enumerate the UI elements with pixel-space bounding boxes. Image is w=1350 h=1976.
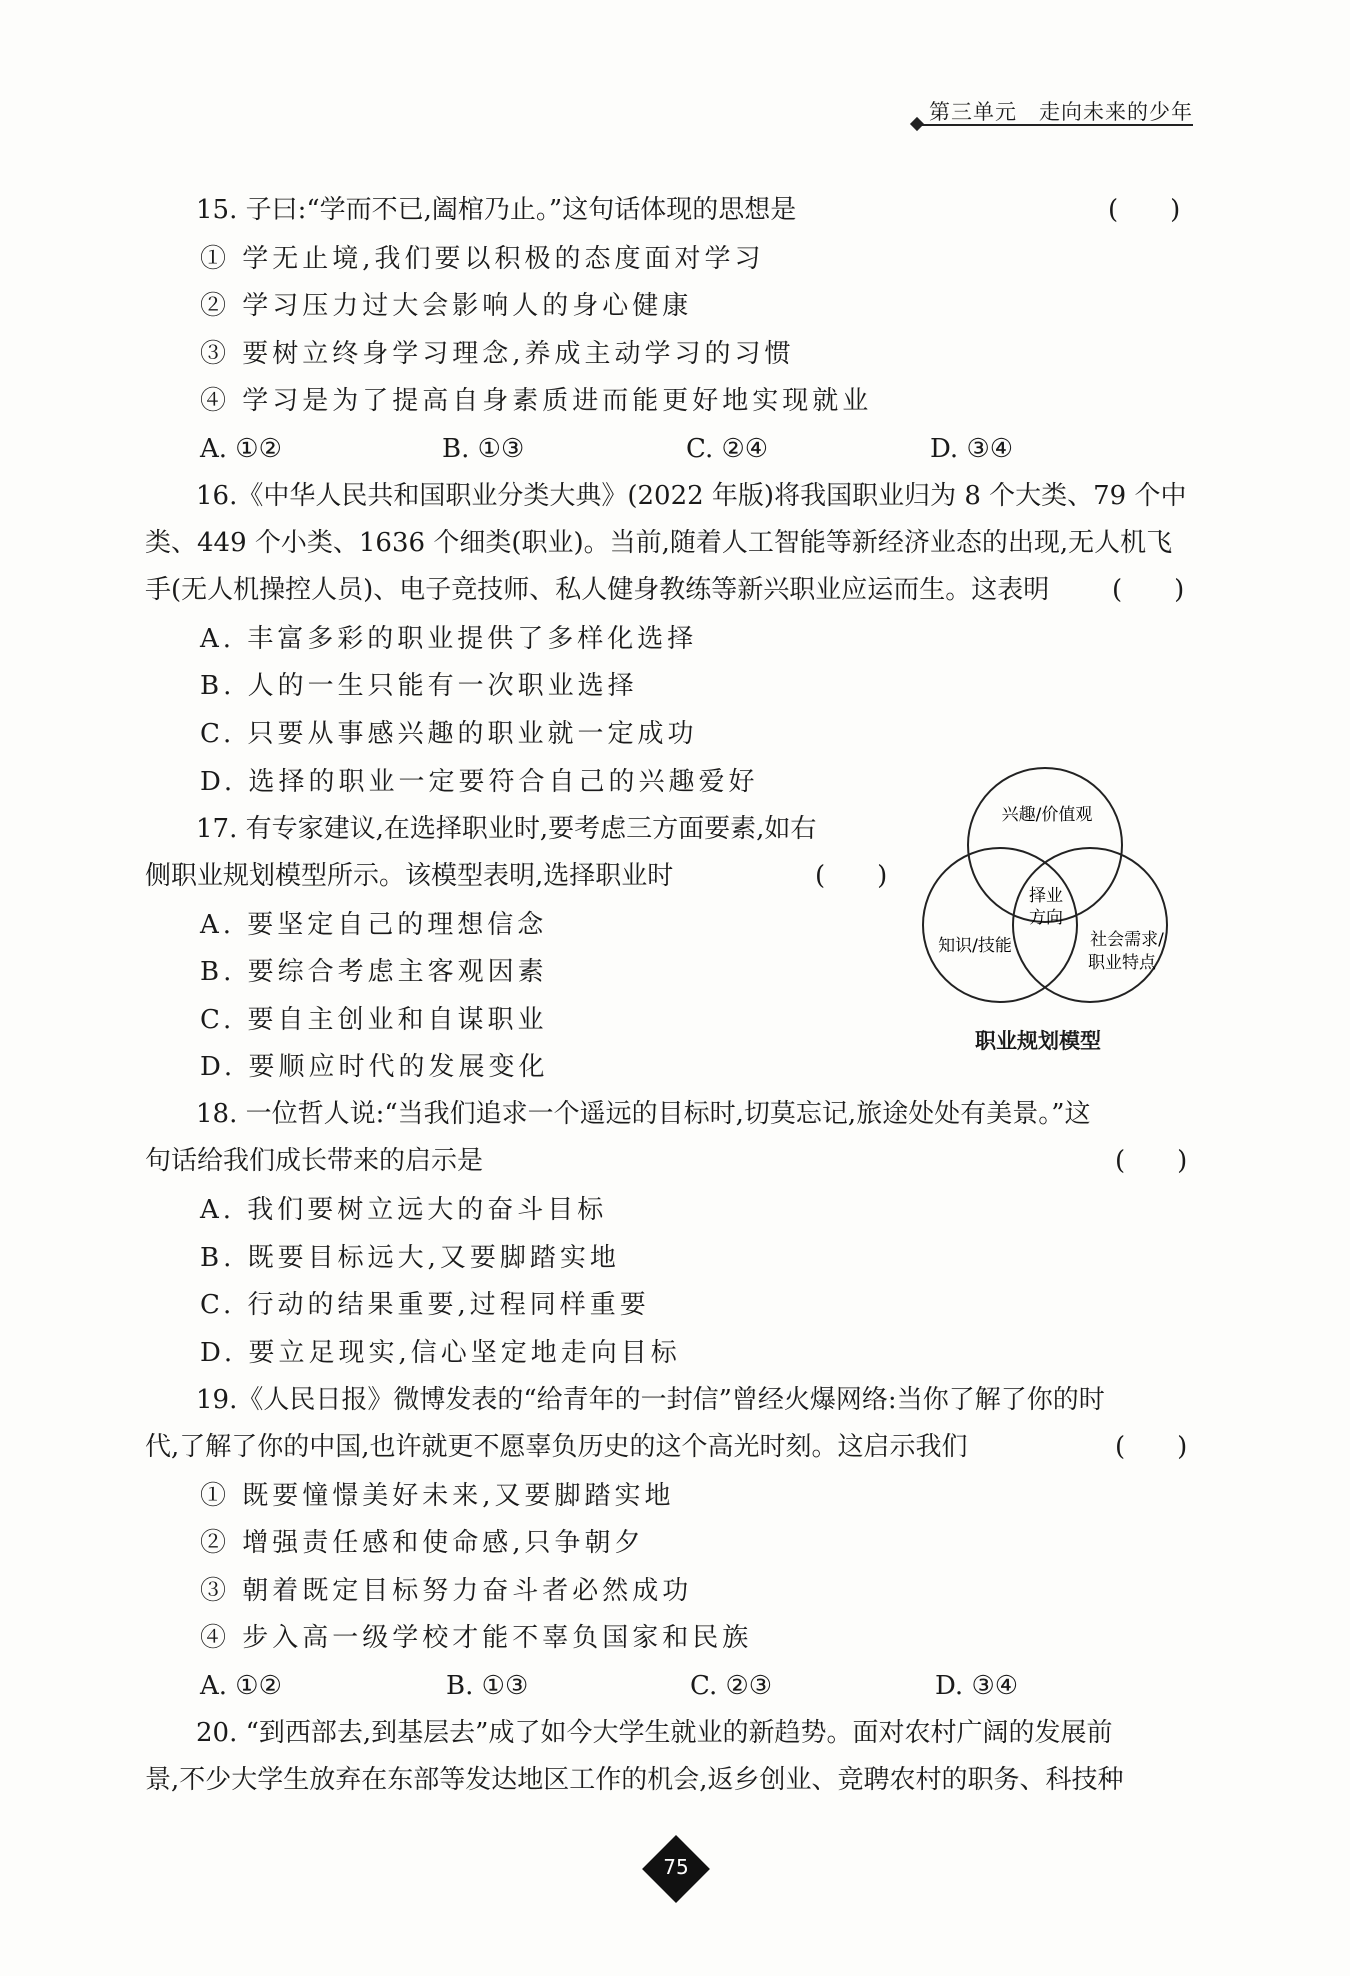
q16-answer-paren: ( ) xyxy=(1112,575,1185,605)
q17-answer-paren: ( ) xyxy=(815,861,888,891)
venn-label-top: 兴趣/价值观 xyxy=(1001,805,1093,825)
q17-line-2: 侧职业规划模型所示。该模型表明,选择职业时 xyxy=(145,861,674,891)
q15-choice-a: A. ①② xyxy=(200,434,282,464)
q17-option-c: C. 要自主创业和自谋职业 xyxy=(200,1005,548,1035)
q19-line-2: 代,了解了你的中国,也许就更不愿辜负历史的这个高光时刻。这启示我们 xyxy=(145,1432,968,1462)
q19-item-3: ③ 朝着既定目标努力奋斗者必然成功 xyxy=(200,1576,693,1606)
q15-item-2: ② 学习压力过大会影响人的身心健康 xyxy=(200,291,693,321)
q16-line-1: 16.《中华人民共和国职业分类大典》(2022 年版)将我国职业归为 8 个大类、79 个中 xyxy=(196,481,1187,511)
q20-line-1: 20. “到西部去,到基层去”成了如今大学生就业的新趋势。面对农村广阔的发展前 xyxy=(196,1718,1113,1748)
q16-option-c: C. 只要从事感兴趣的职业就一定成功 xyxy=(200,719,698,749)
q19-choice-a: A. ①② xyxy=(200,1671,282,1701)
q19-choice-b: B. ①③ xyxy=(446,1671,529,1701)
q18-line-2: 句话给我们成长带来的启示是 xyxy=(145,1146,484,1176)
q18-option-a: A. 我们要树立远大的奋斗目标 xyxy=(200,1195,608,1225)
q18-answer-paren: ( ) xyxy=(1115,1146,1188,1176)
q16-line-2: 类、449 个小类、1636 个细类(职业)。当前,随着人工智能等新经济业态的出现,无人机飞 xyxy=(145,528,1173,558)
q16-option-a: A. 丰富多彩的职业提供了多样化选择 xyxy=(200,624,698,654)
q15-choice-b: B. ①③ xyxy=(442,434,525,464)
q15-choice-c: C. ②④ xyxy=(686,434,769,464)
q19-item-1: ① 既要憧憬美好未来,又要脚踏实地 xyxy=(200,1481,675,1511)
q15-choice-d: D. ③④ xyxy=(930,434,1014,464)
venn-caption: 职业规划模型 xyxy=(975,1029,1101,1053)
venn-label-right-2: 职业特点 xyxy=(1088,953,1156,973)
q15-item-3: ③ 要树立终身学习理念,养成主动学习的习惯 xyxy=(200,339,795,369)
venn-label-right-1: 社会需求/ xyxy=(1090,930,1164,950)
q18-line-1: 18. 一位哲人说:“当我们追求一个遥远的目标时,切莫忘记,旅途处处有美景。”这 xyxy=(196,1099,1091,1129)
q18-option-c: C. 行动的结果重要,过程同样重要 xyxy=(200,1290,650,1320)
q17-option-d: D. 要顺应时代的发展变化 xyxy=(200,1052,549,1082)
q18-option-d: D. 要立足现实,信心坚定地走向目标 xyxy=(200,1338,681,1368)
q16-line-3: 手(无人机操控人员)、电子竞技师、私人健身教练等新兴职业应运而生。这表明 xyxy=(145,575,1050,605)
q19-item-4: ④ 步入高一级学校才能不辜负国家和民族 xyxy=(200,1623,753,1653)
q17-option-a: A. 要坚定自己的理想信念 xyxy=(200,910,548,940)
venn-center-1: 择业 xyxy=(1029,886,1063,906)
q18-option-b: B. 既要目标远大,又要脚踏实地 xyxy=(200,1243,620,1273)
q19-choice-d: D. ③④ xyxy=(935,1671,1019,1701)
q15-answer-paren: ( ) xyxy=(1108,195,1181,225)
q19-choice-c: C. ②③ xyxy=(690,1671,773,1701)
q15-item-1: ① 学无止境,我们要以积极的态度面对学习 xyxy=(200,244,765,274)
q17-line-1: 17. 有专家建议,在选择职业时,要考虑三方面要素,如右 xyxy=(196,814,817,844)
q19-item-2: ② 增强责任感和使命感,只争朝夕 xyxy=(200,1528,645,1558)
q19-answer-paren: ( ) xyxy=(1115,1432,1188,1462)
q15-stem: 15. 子曰:“学而不已,阖棺乃止。”这句话体现的思想是 xyxy=(196,195,797,225)
q17-option-b: B. 要综合考虑主客观因素 xyxy=(200,957,548,987)
q15-item-4: ④ 学习是为了提高自身素质进而能更好地实现就业 xyxy=(200,386,873,416)
venn-label-left: 知识/技能 xyxy=(938,936,1012,956)
q16-option-d: D. 选择的职业一定要符合自己的兴趣爱好 xyxy=(200,767,759,797)
career-planning-venn xyxy=(905,765,1195,1025)
q20-line-2: 景,不少大学生放弃在东部等发达地区工作的机会,返乡创业、竞聘农村的职务、科技种 xyxy=(145,1765,1124,1795)
q19-line-1: 19.《人民日报》微博发表的“给青年的一封信”曾经火爆网络:当你了解了你的时 xyxy=(196,1385,1105,1415)
unit-header: 第三单元 走向未来的少年 xyxy=(929,100,1193,124)
page-number: 75 xyxy=(663,1855,689,1879)
q16-option-b: B. 人的一生只能有一次职业选择 xyxy=(200,671,638,701)
venn-center-2: 方向 xyxy=(1029,908,1063,928)
